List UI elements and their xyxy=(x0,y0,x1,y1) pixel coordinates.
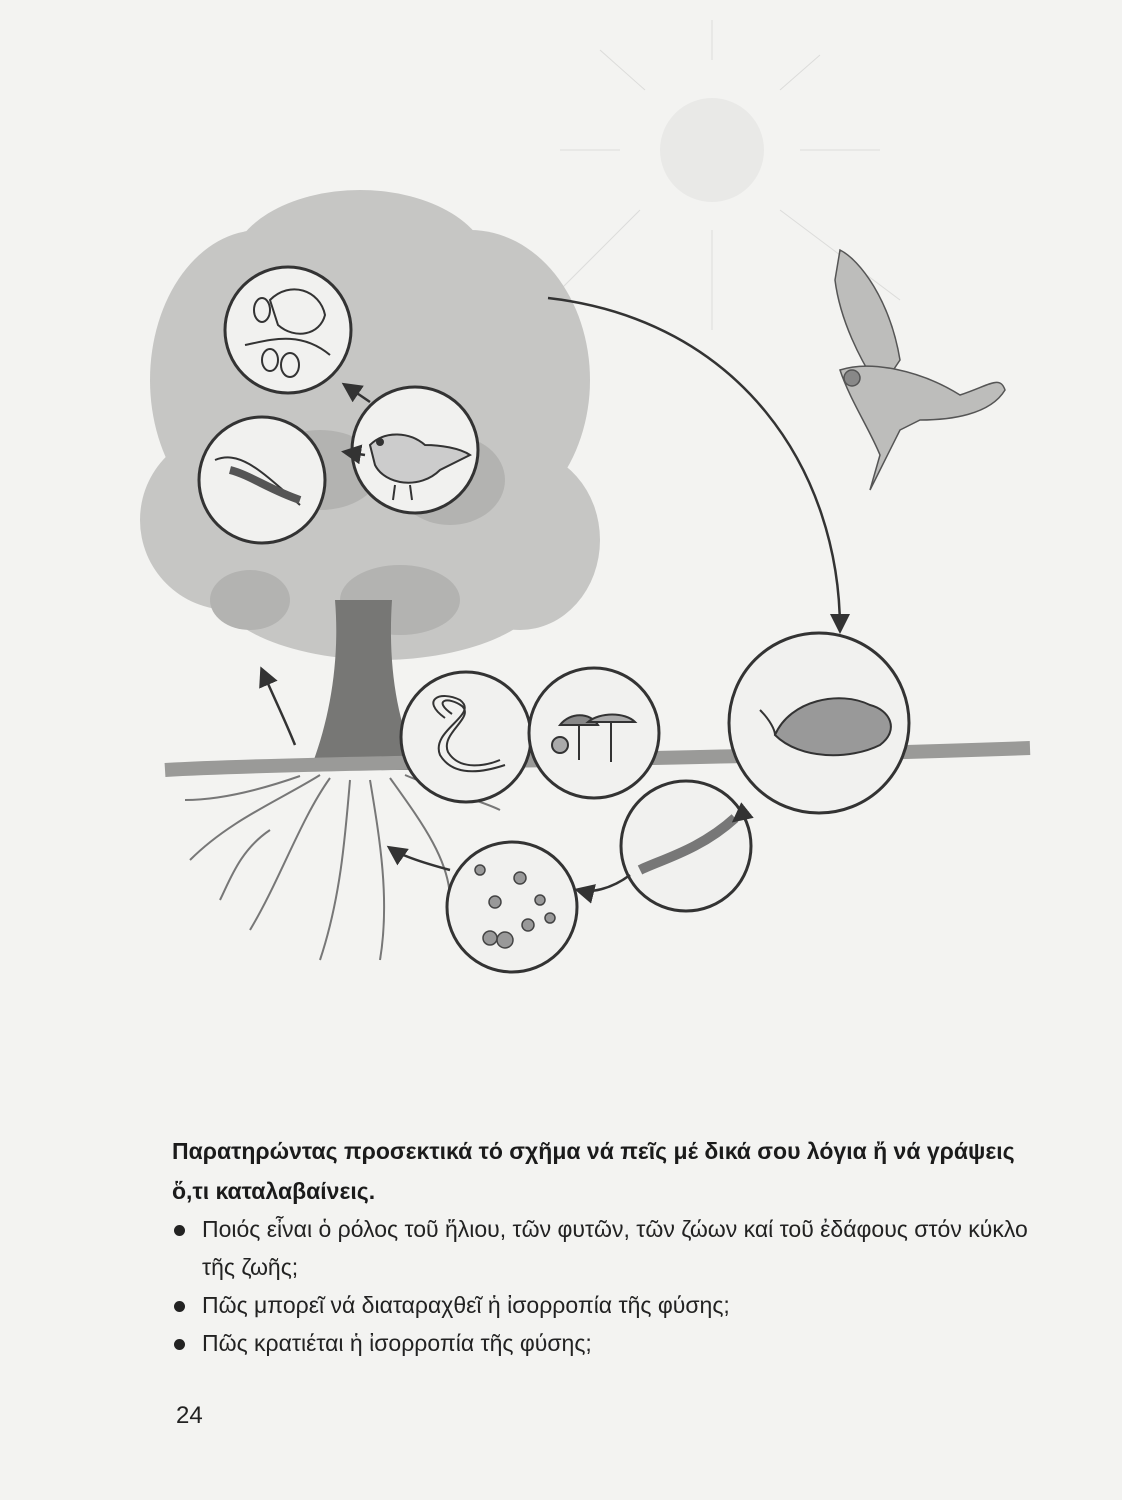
hawk-drawing xyxy=(835,250,1005,490)
question-text: Πῶς κρατιέται ἡ ἰσορροπία τῆς φύσης; xyxy=(202,1330,592,1356)
list-item xyxy=(172,1286,1052,1324)
question-list xyxy=(172,1210,1052,1362)
list-item xyxy=(172,1324,1052,1362)
acorn-leaf-circle xyxy=(225,267,351,393)
bacteria-circle xyxy=(447,842,577,972)
snake-circle xyxy=(401,672,531,802)
question-text: Πῶς μπορεῖ νά διαταραχθεῖ ἡ ἰσορροπία τῆς φύσης; xyxy=(202,1292,730,1318)
instruction-text: Παρατηρώντας προσεκτικά τό σχῆμα νά πεῖς μέ δικά σου λόγια ἤ νά γράψεις ὅ,τι καταλαβαίνεις. xyxy=(172,1138,1015,1204)
page-number: 24 xyxy=(176,1402,203,1429)
question-text: Ποιός εἶναι ὁ ρόλος τοῦ ἥλιου, τῶν φυτῶν, τῶν ζώων καί τοῦ ἐδάφους στόν κύκλο τῆς ζωῆς; xyxy=(202,1216,1028,1280)
bullet-icon xyxy=(174,1301,185,1312)
mushroom-circle xyxy=(529,668,659,798)
bullet-icon xyxy=(174,1339,185,1350)
list-item xyxy=(172,1210,1052,1286)
bullet-icon xyxy=(174,1225,185,1236)
